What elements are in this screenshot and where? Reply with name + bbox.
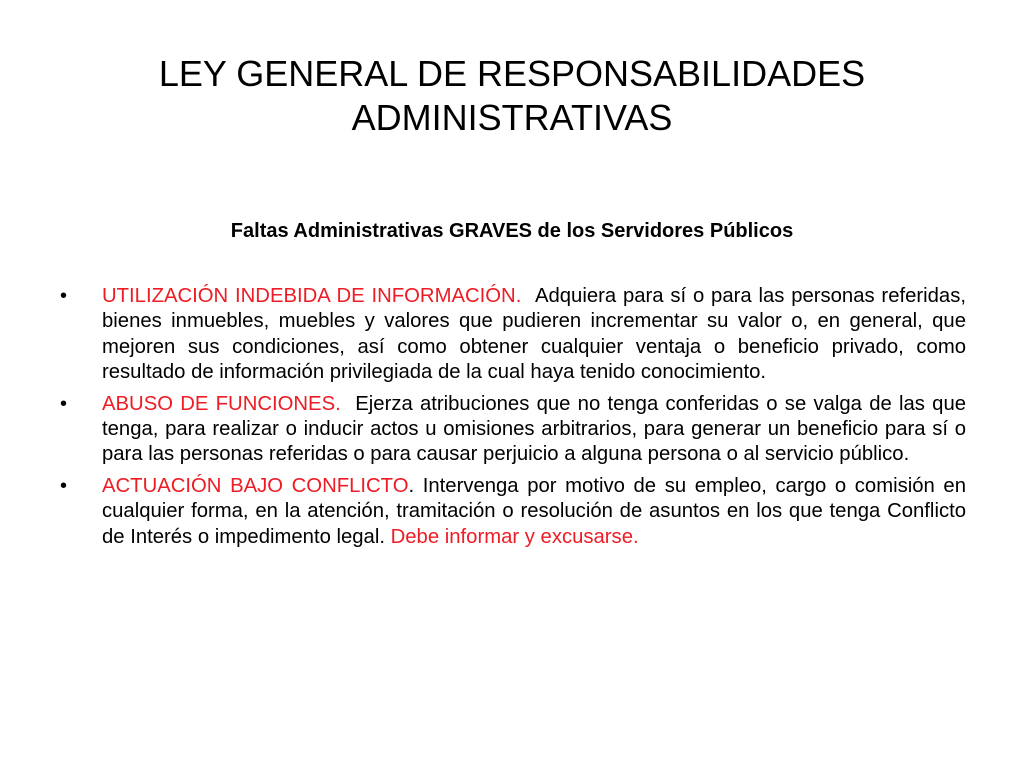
bullet-list (56, 284, 966, 556)
bullet-icon: • (60, 392, 68, 415)
bullet-tail: Debe informar y excusarse. (390, 525, 639, 548)
bullet-heading: ACTUACIÓN BAJO CONFLICTO (102, 474, 409, 497)
bullet-icon: • (60, 285, 68, 307)
bullet-body: . Intervenga por motivo de su empleo, cargo o comisión en cualquier forma, en la atención, tramitación o resolución de asuntos en los que tenga Conflicto de Interés o impedimento legal. (102, 474, 966, 548)
bullet-icon: • (60, 474, 68, 497)
bullet-heading: ABUSO DE FUNCIONES. (102, 392, 341, 415)
bullet-item (56, 474, 966, 550)
bullet-body: Ejerza atribuciones que no tenga conferidas o se valga de las que tenga, para realizar o inducir actos u omisiones arbitrarios, para generar un beneficio para sí o para las personas referidas o para causar perjuicio a alguna persona o al servicio público. (102, 392, 966, 466)
bullet-item (56, 392, 966, 468)
bullet-body: Adquiera para sí o para las personas referidas, bienes inmuebles, muebles y valores que pudieren incrementar su valor o, en general, que mejoren sus condiciones, así como obtener cualquier ventaja o beneficio privado, como resultado de información privilegiada de la cual haya tenido conocimiento. (102, 285, 966, 384)
slide-title: LEY GENERAL DE RESPONSABILIDADES ADMINISTRATIVAS (158, 53, 866, 138)
bullet-item (56, 284, 966, 386)
bullet-heading: UTILIZACIÓN INDEBIDA DE INFORMACIÓN. (102, 285, 522, 307)
slide-subtitle: Faltas Administrativas GRAVES de los Servidores Públicos (230, 220, 794, 242)
